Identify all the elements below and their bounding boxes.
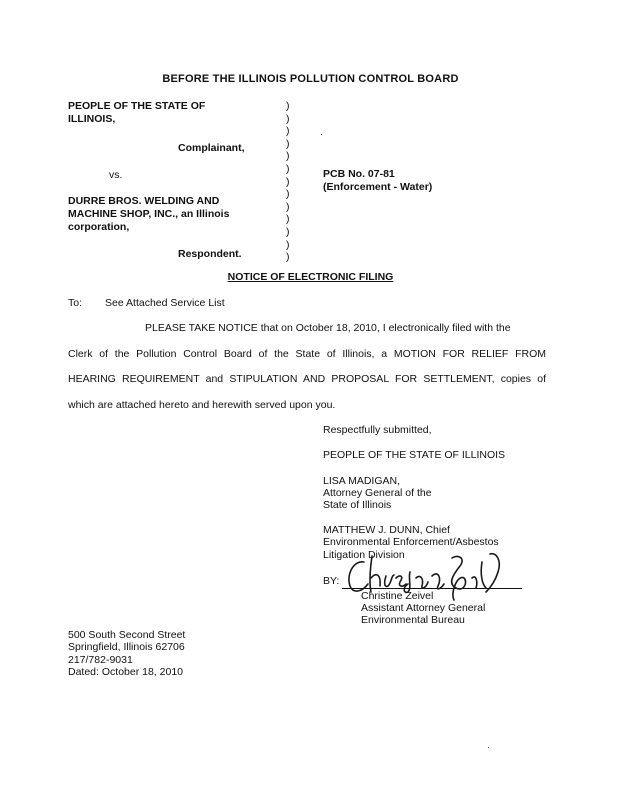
- caption-paren-column: ) ) ) ) ) ) ) ) ) ) ) ) ): [286, 100, 290, 264]
- address-line2: Springfield, Illinois 62706: [68, 641, 185, 653]
- by-label: BY:: [323, 575, 340, 587]
- chief-title-line2: Litigation Division: [323, 549, 405, 561]
- body-line-2: Clerk of the Pollution Control Board of the State of Illinois, a MOTION FOR RELIEF FROM: [68, 348, 546, 360]
- chief-title-line1: Environmental Enforcement/Asbestos: [323, 536, 499, 548]
- dated-line: Dated: October 18, 2010: [68, 666, 183, 678]
- ag-title-line2: State of Illinois: [323, 499, 392, 511]
- address-line1: 500 South Second Street: [68, 629, 186, 641]
- defendant-role: Respondent.: [178, 248, 242, 260]
- scan-speck: [488, 747, 489, 748]
- plaintiff-line2: ILLINOIS,: [68, 113, 116, 125]
- ag-title-line1: Attorney General of the: [323, 487, 432, 499]
- notice-title: NOTICE OF ELECTRONIC FILING: [227, 271, 394, 283]
- signer-title: Assistant Attorney General: [361, 602, 486, 614]
- body-line-4: which are attached hereto and herewith served upon you.: [68, 399, 336, 411]
- scan-speck: [321, 134, 322, 135]
- plaintiff-line1: PEOPLE OF THE STATE OF: [68, 100, 206, 112]
- signer-unit: Environmental Bureau: [361, 614, 465, 626]
- defendant-line3: corporation,: [68, 221, 130, 233]
- case-type: (Enforcement - Water): [323, 181, 433, 193]
- page-heading: BEFORE THE ILLINOIS POLLUTION CONTROL BOARD: [162, 73, 459, 85]
- defendant-line1: DURRE BROS. WELDING AND: [68, 195, 220, 207]
- ag-name: LISA MADIGAN,: [323, 475, 401, 487]
- phone-number: 217/782-9031: [68, 654, 133, 666]
- to-value: See Attached Service List: [105, 297, 225, 309]
- body-line-1: PLEASE TAKE NOTICE that on October 18, 2010, I electronically filed with the: [145, 322, 511, 334]
- body-line-3: HEARING REQUIREMENT and STIPULATION AND PROPOSAL FOR SETTLEMENT, copies of: [68, 373, 546, 385]
- plaintiff-role: Complainant,: [178, 142, 245, 154]
- to-label: To:: [68, 297, 83, 309]
- versus-label: vs.: [109, 169, 123, 181]
- case-number: PCB No. 07-81: [323, 168, 395, 180]
- chief-name: MATTHEW J. DUNN, Chief: [323, 524, 450, 536]
- defendant-line2: MACHINE SHOP, INC., an Illinois: [68, 208, 230, 220]
- closing: Respectfully submitted,: [323, 424, 432, 436]
- party-name: PEOPLE OF THE STATE OF ILLINOIS: [323, 449, 506, 461]
- signer-name: Christine Zeivel: [361, 590, 434, 602]
